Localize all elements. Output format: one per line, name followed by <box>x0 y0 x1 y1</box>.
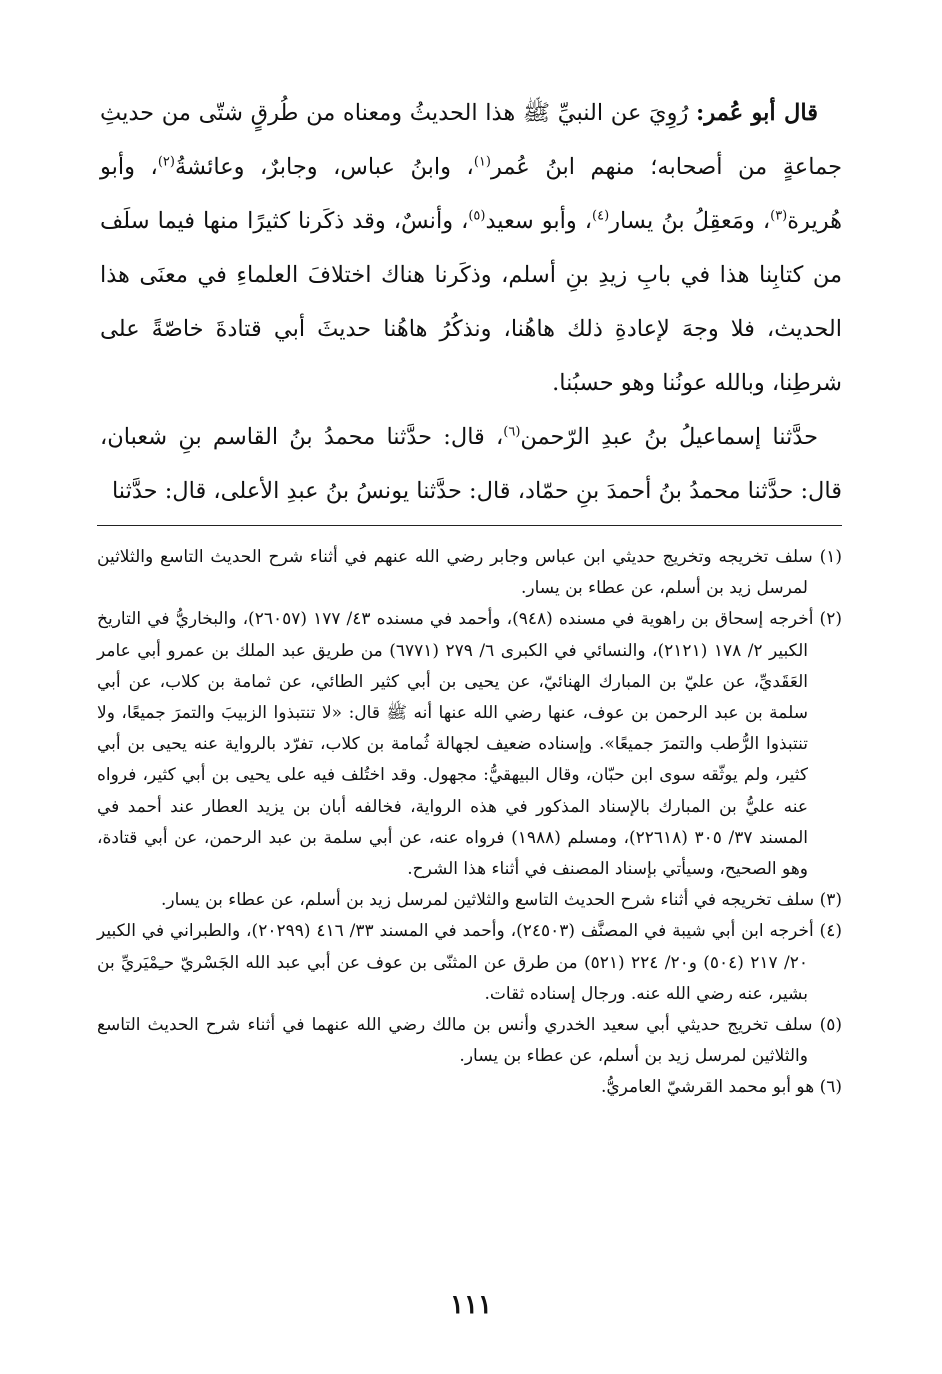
paragraph-2 <box>100 410 842 518</box>
paragraph-1-text-d: ، ومَعقِلُ بنُ يسار <box>609 208 771 234</box>
paragraph-2-text-a: حدَّثنا إسماعيلُ بنُ عبدِ الرّحمن <box>520 424 819 450</box>
footnotes-section <box>97 542 842 1104</box>
paragraph-2-text-b: ، قال: حدَّثنا محمدُ بنُ القاسم بنِ شعبان، قال: حدَّثنا محمدُ بنُ أحمدَ بنِ حمّاد، قال: حدَّثنا يونسُ بنُ عبدِ الأعلى، قال: حدَّثنا <box>100 424 842 504</box>
paragraph-1-text-b: ، وابنُ عباس، وجابرٌ، وعائشةُ <box>174 154 474 180</box>
footnote-ref-5[interactable]: (٥) <box>468 208 486 224</box>
footnote-separator <box>97 525 842 526</box>
footnote-6: (٦) هو أبو محمد القرشيّ العامريُّ. <box>600 1077 842 1098</box>
footnote-ref-2[interactable]: (٢) <box>157 154 175 170</box>
footnote-ref-6[interactable]: (٦) <box>503 424 521 440</box>
footnote-4: (٤) أخرجه ابن أبي شيبة في المصنَّف (٢٤٥٠٣)، وأحمد في المسند ٣٣/ ٤١٦ (٢٠٢٩٩)، والطبراني في الكبير ٢٠/ ٢١٧ (٥٠٤) و٢٠/ ٢٢٤ (٥٢١) من طرق عن المثنّى بن عوف عن أبي عبد الله الجَسْريّ حـِمْيَريِّ بن بشير، عنه رضي الله عنه. ورجال إسناده ثقات. <box>97 921 842 1004</box>
page-number: ١١١ <box>450 1290 492 1320</box>
footnote-5: (٥) سلف تخريج حديثي أبي سعيد الخدري وأنس بن مالك رضي الله عنهما في أثناء شرح الحديث التاسع والثلاثين لمرسل زيد بن أسلم، عن عطاء بن يسار. <box>97 1015 842 1067</box>
speaker-lead: قال أبو عُمر: <box>696 100 818 126</box>
footnote-ref-1[interactable]: (١) <box>473 154 491 170</box>
paragraph-1-text-a: رُوِيَ عن النبيِّ ﷺ هذا الحديثُ ومعناه من طُرقٍ شتّى من حديثِ جماعةٍ من أصحابه؛ منهم ابنُ عُمر <box>100 100 842 180</box>
paragraph-1 <box>100 86 842 410</box>
paragraph-1-text-e: ، وأبو سعيد <box>485 208 593 234</box>
footnote-2: (٢) أخرجه إسحاق بن راهوية في مسنده (٩٤٨)، وأحمد في مسنده ٤٣/ ١٧٧ (٢٦٠٥٧)، والبخاريُّ في التاريخ الكبير ٢/ ١٧٨ (٢١٢١)، والنسائي في الكبرى ٦/ ٢٧٩ (٦٧٧١) من طريق عبد الملك بن عمرو أبي عامر العَقَديِّ، عن عليّ بن المبارك الهنائيّ، عن يحيى بن أبي كثير الطائي، عن ثمامة بن كلاب، عن أبي سلمة بن عبد الرحمن بن عوف، عنها رضي الله عنها أنه ﷺ قال: «لا تنتبذوا الزبيبَ والتمرَ جميعًا، ولا تنتبذوا الرُّطب والتمرَ جميعًا». وإسناده ضعيف لجهالة ثُمامة بن كلاب، تفرّد بالرواية عنه يحيى بن أبي كثير، ولم يوثّقه سوى ابن حبّان، وقال البيهقيُّ: مجهول. وقد اختُلف فيه على يحيى بن أبي كثير، فرواه عنه عليُّ بن المبارك بالإسناد المذكور في هذه الرواية، فخالفه أبان بن يزيد العطار عند أحمد في المسند ٣٧/ ٣٠٥ (٢٢٦١٨)، ومسلم (١٩٨٨) فرواه عنه، عن أبي سلمة بن عبد الرحمن، عن أبي قتادة، وهو الصحيح، وسيأتي بإسناد المصنف في أثناء هذا الشرح. <box>97 609 842 880</box>
paragraph-1-text-f: ، وأنسٌ، وقد ذكَرنا كثيرًا منها فيما سلَف من كتابِنا هذا في بابِ زيدِ بنِ أسلم، وذكَرنا هناك اختلافَ العلماءِ في معنَى هذا الحديث، فلا وجهَ لإعادةِ ذلك هاهُنا، ونذكُرُ هاهُنا حديثَ أبي قتادةَ خاصّةً على شرطِنا، وبالله عونُنا وهو حسبُنا. <box>100 208 842 396</box>
footnote-ref-4[interactable]: (٤) <box>592 208 610 224</box>
main-text <box>100 86 842 518</box>
paragraph-1-text-c: ، وأبو هُريرة <box>100 154 842 234</box>
footnote-3: (٣) سلف تخريجه في أثناء شرح الحديث التاسع والثلاثين لمرسل زيد بن أسلم، عن عطاء بن يسار. <box>161 890 842 911</box>
footnote-1: (١) سلف تخريجه وتخريج حديثي ابن عباس وجابر رضي الله عنهم في أثناء شرح الحديث التاسع والثلاثين لمرسل زيد بن أسلم، عن عطاء بن يسار. <box>97 547 842 599</box>
footnote-ref-3[interactable]: (٣) <box>770 208 788 224</box>
